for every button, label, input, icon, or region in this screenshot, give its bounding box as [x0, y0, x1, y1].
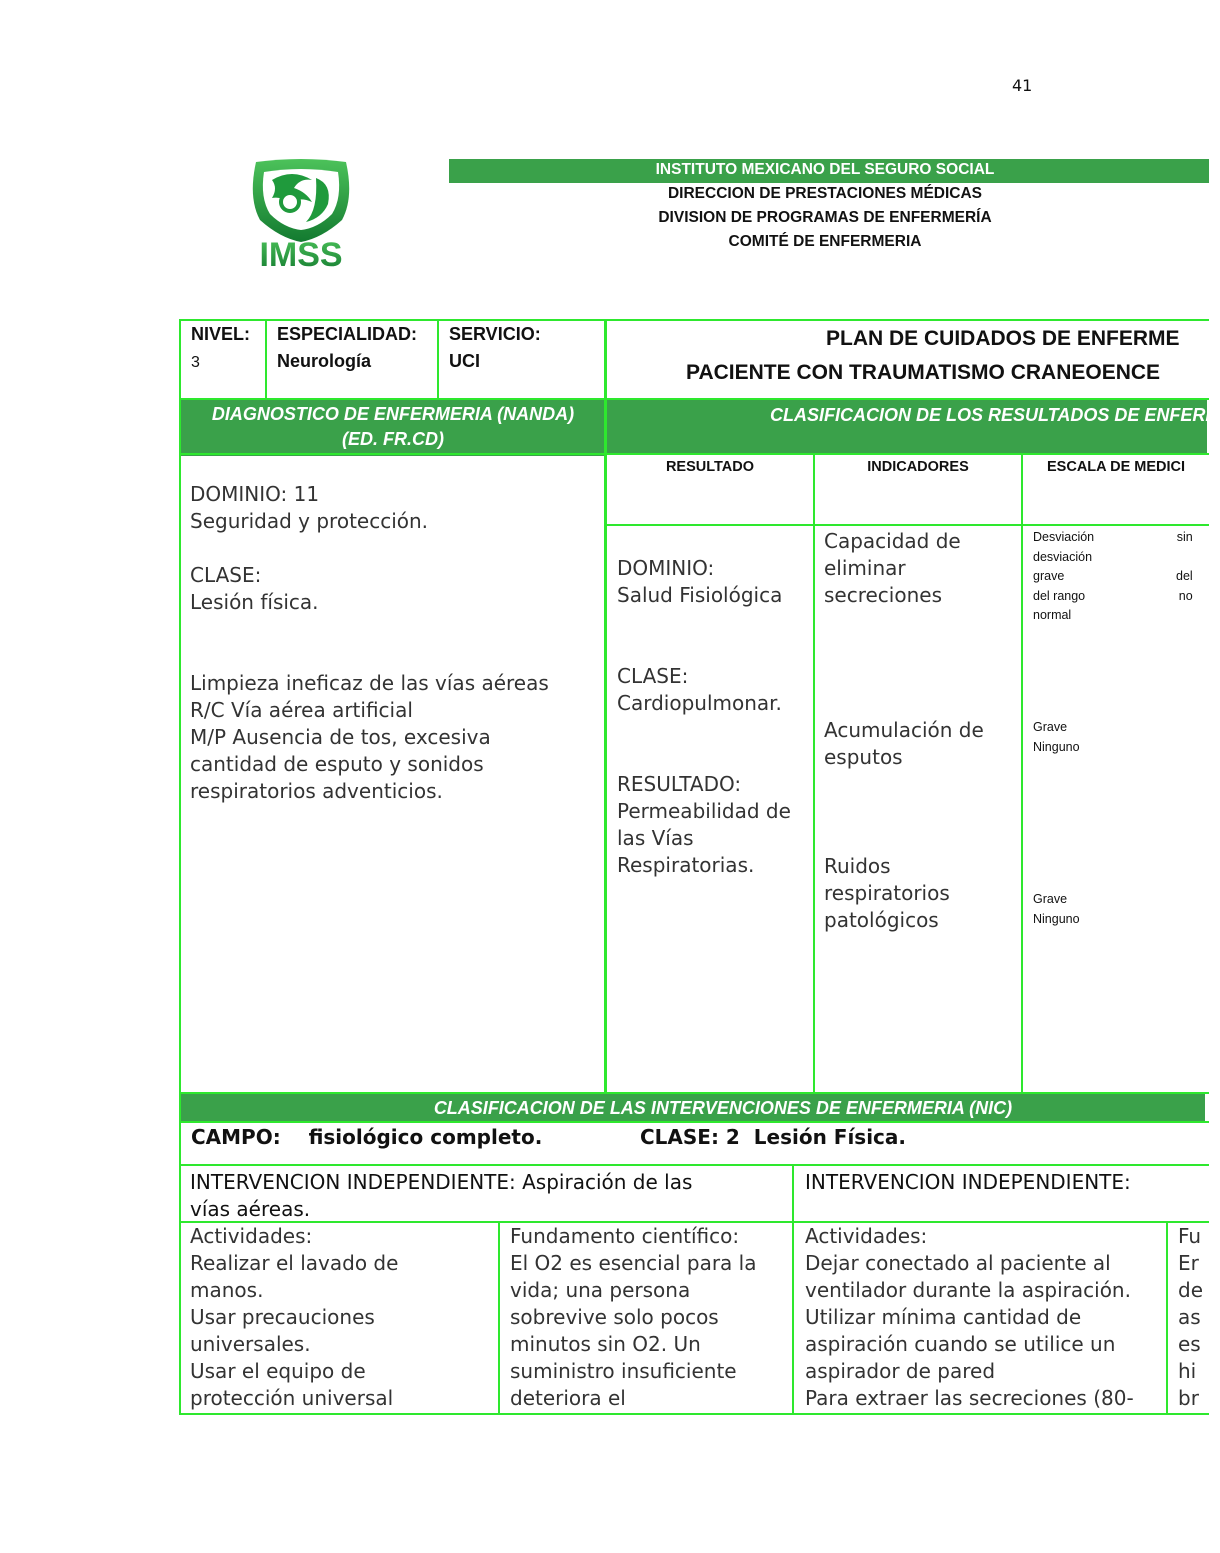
- clase-text: CLASE: 2 Lesión Física.: [640, 1125, 907, 1149]
- header-line-2: DIRECCION DE PRESTACIONES MÉDICAS: [667, 185, 983, 202]
- scale-1-left: Desviación desviación grave del rango normal: [1033, 530, 1095, 622]
- intervention-left-title: INTERVENCION INDEPENDIENTE: Aspiración de las vías aéreas.: [190, 1170, 693, 1221]
- column-header-escala: ESCALA DE MEDICI: [1047, 459, 1186, 475]
- column-header-indicadores: INDICADORES: [867, 459, 969, 475]
- diagnosis-text: DOMINIO: 11 Seguridad y protección. CLASE: Lesión física. Limpieza ineficaz de las vías aéreas R/C Vía aérea artificial M/P Ausencia de tos, excesiva cantidad de esputo y sonidos respiratorios adventicios.: [190, 482, 549, 803]
- indicator-2: Acumulación de esputos: [824, 718, 984, 769]
- activities-col-3: Actividades: Dejar conectado al paciente al ventilador durante la aspiración. Utilizar mínima cantidad de aspiración cuando se utilice un aspirador de pared Para extraer las secreciones (80-: [805, 1224, 1134, 1410]
- plan-title-line-1: PLAN DE CUIDADOS DE ENFERME: [826, 327, 1180, 350]
- interventions-band: CLASIFICACION DE LAS INTERVENCIONES DE ENFERMERIA (NIC): [181, 1094, 1205, 1121]
- intervention-right-title: INTERVENCION INDEPENDIENTE:: [805, 1170, 1131, 1194]
- page-number: 41: [1012, 76, 1033, 95]
- header-line-3: DIVISION DE PROGRAMAS DE ENFERMERÍA: [658, 209, 992, 226]
- especialidad-label: ESPECIALIDAD:: [277, 324, 418, 344]
- nivel-label: NIVEL:: [191, 324, 251, 344]
- column-header-resultado: RESULTADO: [665, 459, 755, 475]
- imss-logo: [242, 158, 360, 274]
- header-line-4: COMITÉ DE ENFERMERIA: [728, 233, 922, 250]
- servicio-value: UCI: [449, 351, 480, 371]
- campo-text: CAMPO: fisiológico completo.: [191, 1125, 543, 1149]
- logo-text: IMSS: [259, 236, 343, 274]
- indicator-1: Capacidad de eliminar secreciones: [824, 529, 961, 607]
- diagnosis-band: DIAGNOSTICO DE ENFERMERIA (NANDA) (ED. FR.CD): [181, 399, 605, 456]
- scale-3: Grave Ninguno: [1033, 892, 1080, 926]
- resultado-text: DOMINIO: Salud Fisiológica CLASE: Cardiopulmonar. RESULTADO: Permeabilidad de las Vías Respiratorias.: [617, 556, 791, 877]
- especialidad-value: Neurología: [277, 351, 372, 371]
- foundation-col-4: Fu Er de as es hi br: [1178, 1224, 1203, 1410]
- nivel-value: 3: [191, 354, 200, 371]
- plan-title-line-2: PACIENTE CON TRAUMATISMO CRANEOENCE: [686, 361, 1161, 384]
- header-line-1: INSTITUTO MEXICANO DEL SEGURO SOCIAL: [655, 161, 995, 178]
- activities-col-1: Actividades: Realizar el lavado de manos. Usar precauciones universales. Usar el equipo de protección universal: [190, 1224, 399, 1410]
- scale-2: Grave Ninguno: [1033, 720, 1080, 754]
- scale-1-right: sin del no: [1176, 530, 1193, 603]
- foundation-col-2: Fundamento científico: El O2 es esencial para la vida; una persona sobrevive solo pocos minutos sin O2. Un suministro insuficiente deteriora el: [510, 1224, 757, 1410]
- results-band: CLASIFICACION DE LOS RESULTADOS DE ENFERM: [607, 399, 1207, 455]
- servicio-label: SERVICIO:: [449, 324, 541, 344]
- indicator-3: Ruidos respiratorios patológicos: [824, 854, 950, 932]
